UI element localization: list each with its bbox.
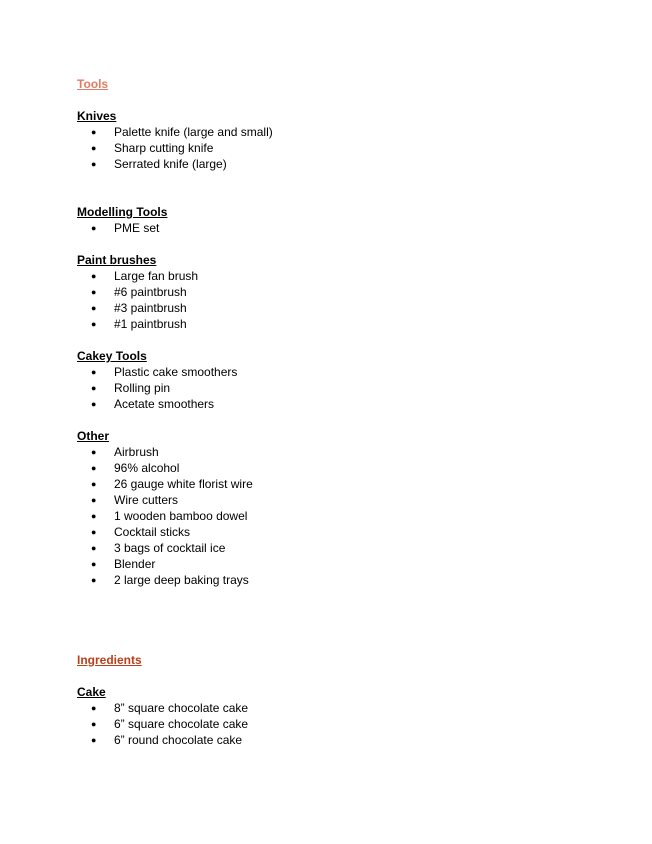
paint-brushes-heading: Paint brushes <box>77 253 157 267</box>
bullet-icon: ● <box>91 127 97 137</box>
bullet-icon: ● <box>91 143 97 153</box>
list-item: ● Large fan brush <box>91 269 199 283</box>
tools-heading: Tools <box>77 77 109 91</box>
list-item: ● Wire cutters <box>91 493 179 507</box>
bullet-icon: ● <box>91 527 97 537</box>
bullet-icon: ● <box>91 383 97 393</box>
document-page <box>77 76 617 748</box>
bullet-icon: ● <box>91 511 97 521</box>
bullet-icon: ● <box>91 575 97 585</box>
list-item: ● 1 wooden bamboo dowel <box>91 509 248 523</box>
list-item: ● Sharp cutting knife <box>91 141 214 155</box>
other-heading: Other <box>77 429 110 443</box>
other-list <box>77 444 617 588</box>
bullet-icon: ● <box>91 543 97 553</box>
bullet-icon: ● <box>91 159 97 169</box>
list-item: ● Plastic cake smoothers <box>91 365 238 379</box>
bullet-icon: ● <box>91 223 97 233</box>
bullet-icon: ● <box>91 703 97 713</box>
knives-heading: Knives <box>77 109 117 123</box>
list-item: ● 26 gauge white florist wire <box>91 477 253 491</box>
list-item: ● #6 paintbrush <box>91 285 187 299</box>
bullet-icon: ● <box>91 463 97 473</box>
list-item: ● Acetate smoothers <box>91 397 215 411</box>
bullet-icon: ● <box>91 271 97 281</box>
bullet-icon: ● <box>91 447 97 457</box>
bullet-icon: ● <box>91 303 97 313</box>
modelling-tools-heading: Modelling Tools <box>77 205 168 219</box>
list-item: ● #1 paintbrush <box>91 317 187 331</box>
paint-brushes-list <box>77 268 617 332</box>
list-item: ● 6” round chocolate cake <box>91 733 243 747</box>
list-item: ● Cocktail sticks <box>91 525 191 539</box>
knives-list <box>77 124 617 172</box>
cake-list <box>77 700 617 748</box>
cakey-tools-heading: Cakey Tools <box>77 349 147 363</box>
list-item: ● #3 paintbrush <box>91 301 187 315</box>
list-item: ● Serrated knife (large) <box>91 157 227 171</box>
cake-heading: Cake <box>77 685 106 699</box>
list-item: ● 6” square chocolate cake <box>91 717 249 731</box>
bullet-icon: ● <box>91 479 97 489</box>
bullet-icon: ● <box>91 559 97 569</box>
cakey-tools-list <box>77 364 617 412</box>
list-item: ● Blender <box>91 557 156 571</box>
list-item: ● Airbrush <box>91 445 159 459</box>
ingredients-heading: Ingredients <box>77 653 142 667</box>
bullet-icon: ● <box>91 399 97 409</box>
bullet-icon: ● <box>91 735 97 745</box>
bullet-icon: ● <box>91 495 97 505</box>
list-item: ● 2 large deep baking trays <box>91 573 249 587</box>
list-item: ● Rolling pin <box>91 381 171 395</box>
list-item: ● 3 bags of cocktail ice <box>91 541 226 555</box>
list-item: ● 8” square chocolate cake <box>91 701 249 715</box>
bullet-icon: ● <box>91 319 97 329</box>
bullet-icon: ● <box>91 287 97 297</box>
list-item: ● 96% alcohol <box>91 461 180 475</box>
bullet-icon: ● <box>91 367 97 377</box>
list-item: ● PME set <box>91 221 160 235</box>
list-item: ● Palette knife (large and small) <box>91 125 273 139</box>
bullet-icon: ● <box>91 719 97 729</box>
modelling-tools-list <box>77 220 617 236</box>
